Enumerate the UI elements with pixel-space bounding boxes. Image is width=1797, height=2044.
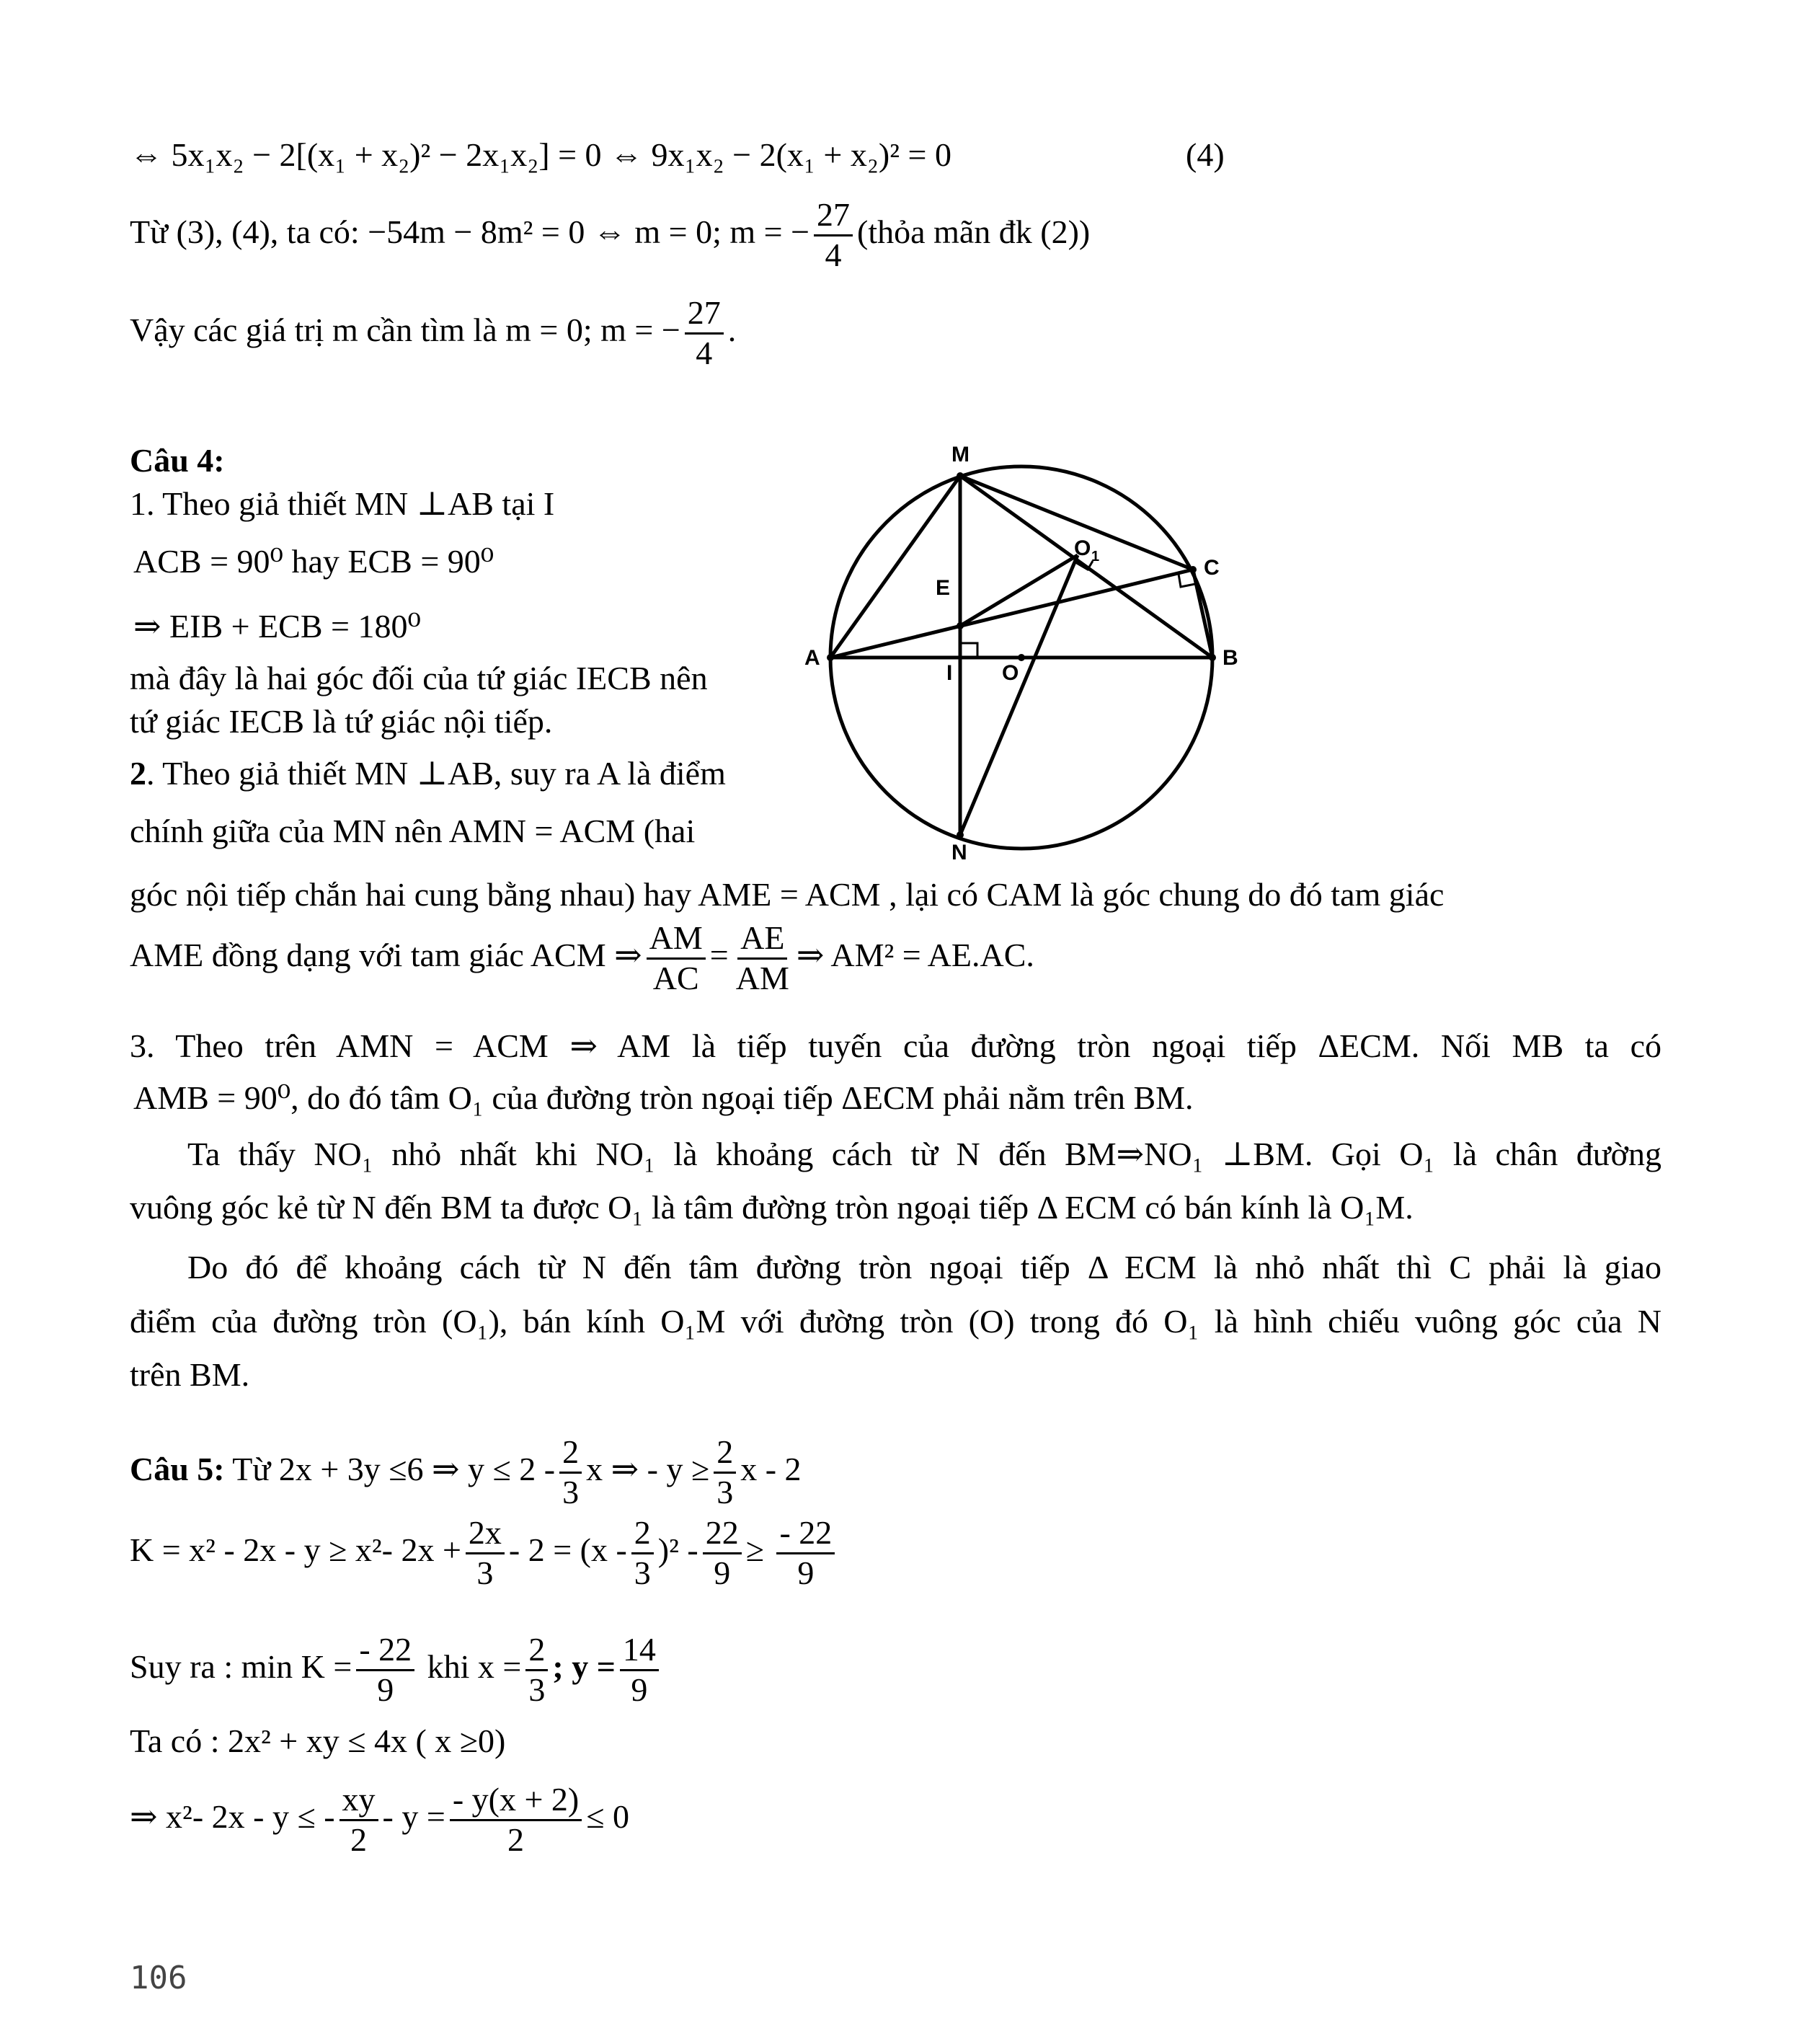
- cau4-p3: ⇒ EIB + ECB = 180⁰: [133, 608, 421, 645]
- point-a-dot: [827, 654, 834, 661]
- equation-4: [130, 138, 951, 172]
- fraction: $\frac{AM}{AC}$: [647, 919, 706, 998]
- cau4-p16: trên BM.: [130, 1356, 250, 1393]
- label-o1: O: [1074, 536, 1091, 560]
- label-o: O: [1002, 661, 1019, 685]
- cau4-p5: tứ giác IECB là tứ giác nội tiếp.: [130, 703, 553, 740]
- point-n-dot: [957, 831, 964, 839]
- fraction: $\frac{2}{3}$: [714, 1433, 736, 1512]
- fraction: $\frac{2}{3}$: [525, 1631, 548, 1709]
- fraction: $\frac{27}{4}$: [814, 196, 853, 275]
- fraction: $\frac{- y(x + 2)}{2}$: [450, 1781, 582, 1859]
- cau4-p1: 1. Theo giả thiết MN ⊥AB tại I: [130, 485, 555, 522]
- segment-no1: [960, 555, 1078, 835]
- label-i: I: [946, 661, 953, 685]
- cau4-p11: AMB = 90⁰, do đó tâm O₁ của đường tròn ngoại tiếp ΔECM phải nằm trên BM.: [133, 1079, 1194, 1116]
- label-e: E: [936, 576, 951, 600]
- cau4-p13: vuông góc kẻ từ N đến BM ta được O₁ là tâm đường tròn ngoại tiếp Δ ECM có bán kính là O₁M.: [130, 1189, 1414, 1226]
- cau4-p9: AME đồng dạng với tam giác ACM ⇒ $\frac{AM}{AC}$ = $\frac{AE}{AM}$ ⇒ AM² = AE.AC.: [130, 919, 1034, 996]
- fraction: $\frac{AE}{AM}$: [735, 919, 789, 996]
- fraction: $\frac{22}{9}$: [703, 1514, 742, 1593]
- solution-line: Từ (3), (4), ta có: −54m − 8m² = 0 ⇔ m = 0; m = − $\frac{27}{4}$ (thỏa mãn đk (2)): [130, 196, 1091, 273]
- fraction: $\frac{xy}{2}$: [340, 1781, 378, 1859]
- cau4-p4: mà đây là hai góc đối của tứ giác IECB nên: [130, 660, 708, 696]
- fraction: $\frac{2x}{3}$: [466, 1514, 505, 1593]
- cau4-p6: 2. Theo giả thiết MN ⊥AB, suy ra A là điểm: [130, 755, 726, 792]
- cau5-line5: ⇒ x²- 2x - y ≤ - $\frac{xy}{2}$ - y = $\frac{- y(x + 2)}{2}$ ≤ 0: [130, 1781, 629, 1858]
- cau4-p14: Do đó để khoảng cách từ N đến tâm đường tròn ngoại tiếp Δ ECM là nhỏ nhất thì C phải là giao: [187, 1249, 1661, 1286]
- fraction: $\frac{2}{3}$: [559, 1433, 582, 1512]
- cau5-heading: Câu 5:: [130, 1450, 225, 1487]
- label-b: B: [1223, 646, 1238, 670]
- cau4-p8: góc nội tiếp chắn hai cung bằng nhau) hay AME = ACM , lại có CAM là góc chung do đó tam giác: [130, 876, 1445, 913]
- cau5-line3: Suy ra : min K = $\frac{- 22}{9}$ khi x = $\frac{2}{3}$ ; y = $\frac{14}{9}$: [130, 1631, 663, 1709]
- point-e-dot: [957, 622, 964, 629]
- cau5-line4: Ta có : 2x² + xy ≤ 4x ( x ≥0): [130, 1722, 506, 1759]
- geometry-diagram: [793, 433, 1254, 880]
- cau4-p7: chính giữa của MN nên AMN = ACM (hai: [130, 813, 696, 849]
- label-m: M: [951, 443, 970, 466]
- right-angle-i: [960, 643, 977, 658]
- label-c: C: [1204, 556, 1220, 580]
- segment-eo1: [960, 555, 1078, 626]
- fraction: $\frac{27}{4}$: [685, 294, 724, 373]
- cau4-p2: ACB = 90⁰ hay ECB = 90⁰: [133, 543, 494, 580]
- fraction: $\frac{14}{9}$: [620, 1631, 659, 1709]
- cau5-line1: Câu 5: Từ 2x + 3y ≤6 ⇒ y ≤ 2 - $\frac{2}{3}$ x ⇒ - y ≥ $\frac{2}{3}$ x - 2: [130, 1433, 802, 1510]
- cau4-p10: 3. Theo trên AMN = ACM ⇒ AM là tiếp tuyến của đường tròn ngoại tiếp ΔECM. Nối MB ta có: [130, 1027, 1661, 1064]
- cau4-heading: Câu 4:: [130, 442, 225, 479]
- page-number: 106: [130, 1960, 187, 1996]
- point-c-dot: [1189, 566, 1197, 573]
- fraction: $\frac{- 22}{9}$: [776, 1514, 835, 1593]
- point-b-dot: [1209, 654, 1216, 661]
- cau4-p15: điểm của đường tròn (O₁), bán kính O₁M với đường tròn (O) trong đó O₁ là hình chiếu vuông góc của N: [130, 1303, 1661, 1340]
- center-o-dot: [1018, 654, 1025, 661]
- conclusion-line: Vậy các giá trị m cần tìm là m = 0; m = − $\frac{27}{4}$ .: [130, 294, 737, 371]
- equation-4-label: (4): [1186, 136, 1225, 173]
- cau4-p12: Ta thấy NO₁ nhỏ nhất khi NO₁ là khoảng cách từ N đến BM⇒NO₁ ⊥BM. Gọi O₁ là chân đường: [187, 1136, 1661, 1172]
- cau5-line2: K = x² - 2x - y ≥ x²- 2x + $\frac{2x}{3}$ - 2 = (x - $\frac{2}{3}$ )² - $\frac{22}{9}$ ≥ $\frac{- 22}{9}$: [130, 1514, 839, 1593]
- segment-mb: [960, 476, 1212, 658]
- label-o1-subscript: 1: [1091, 549, 1100, 565]
- fraction: $\frac{2}{3}$: [631, 1514, 654, 1593]
- fraction: $\frac{- 22}{9}$: [356, 1631, 414, 1709]
- label-n: N: [951, 841, 967, 864]
- label-a: A: [804, 646, 820, 670]
- point-m-dot: [957, 472, 964, 479]
- equation-4-text: ⇔ 5x₁x₂ − 2[(x₁ + x₂)² − 2x₁x₂] = 0 ⇔ 9x₁x₂ − 2(x₁ + x₂)² = 0: [130, 136, 951, 173]
